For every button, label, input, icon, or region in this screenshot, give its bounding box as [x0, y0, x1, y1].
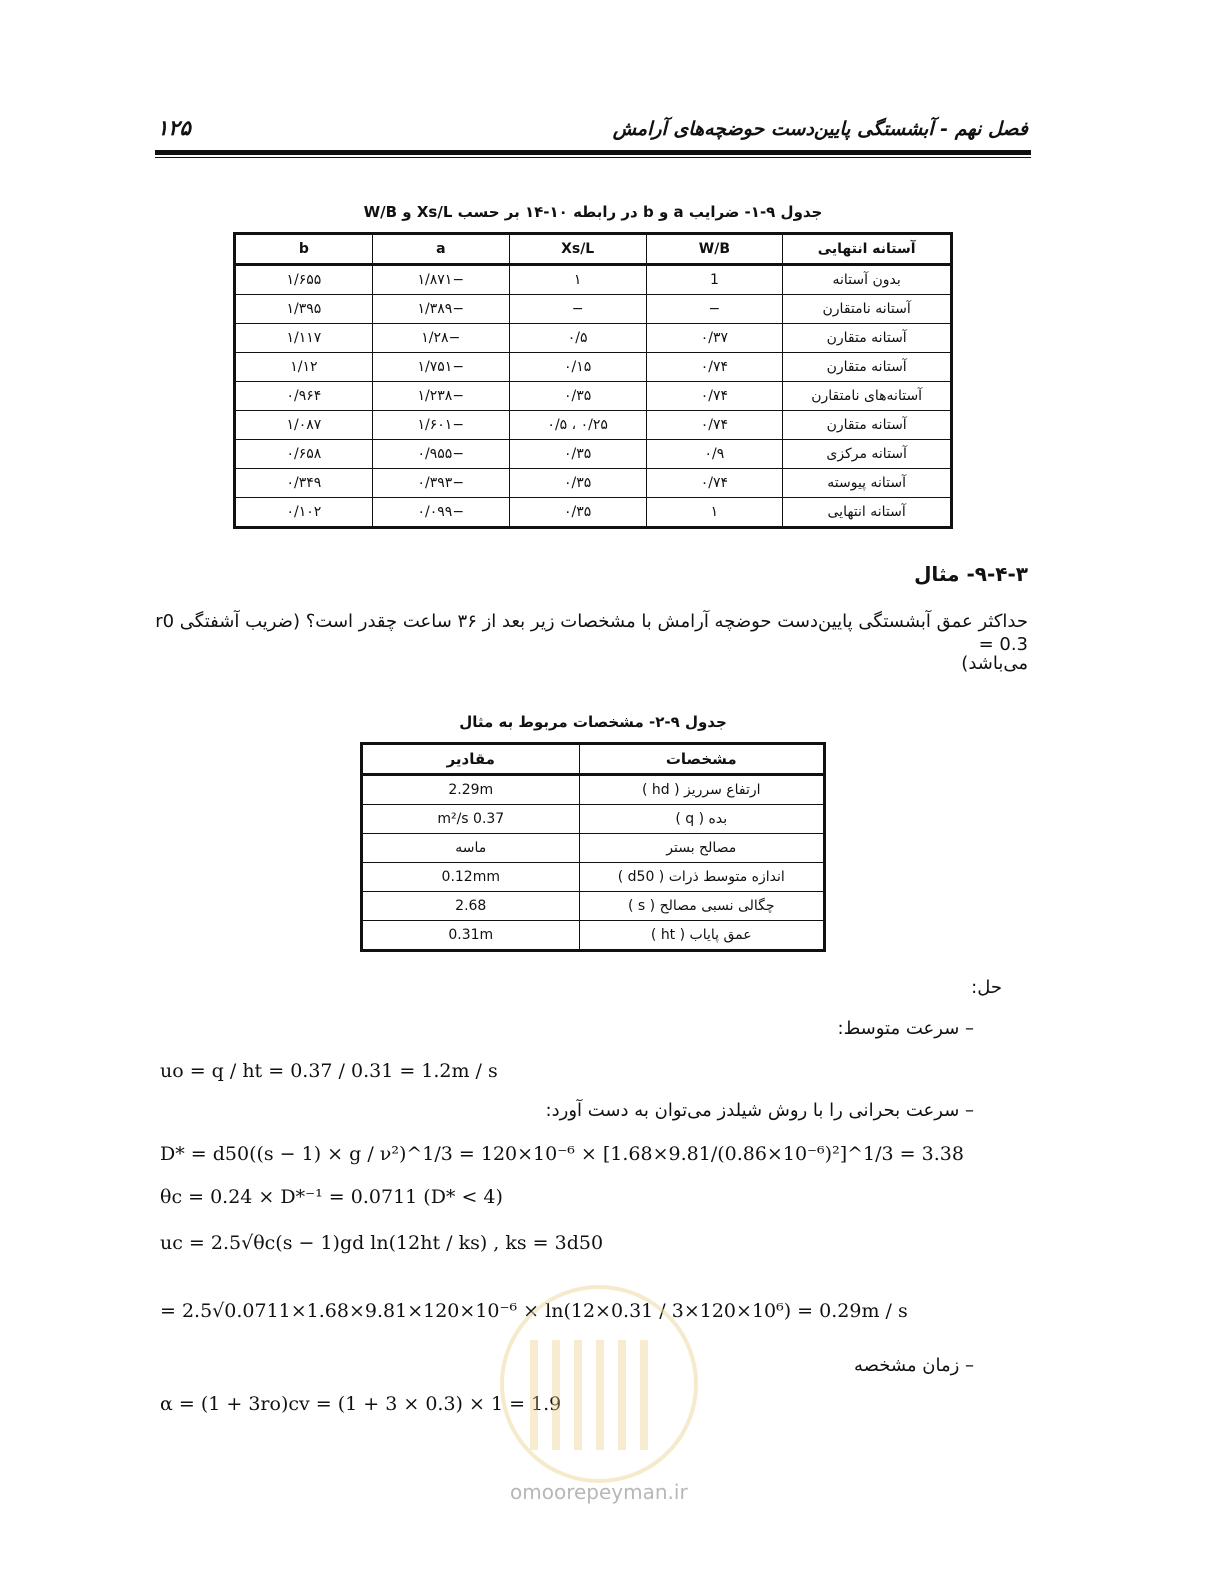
equation-uo: uo = q / ht = 0.37 / 0.31 = 1.2m / s: [160, 1060, 498, 1082]
header-rule-thin: [155, 157, 1031, 158]
table-cell: ماسه: [362, 834, 580, 863]
table1-caption: جدول ۹-۱- ضرایب a و b در رابطه ۱۰-۱۴ بر حسب Xs/L و W/B: [363, 203, 823, 221]
table-cell: ۰/۳۵: [509, 469, 646, 498]
table-cell: ۰/۳۵: [509, 498, 646, 528]
table-row: [362, 775, 825, 805]
table-cell: ۱/۶۵۵: [235, 265, 373, 295]
table-cell: ۱/۳۹۵: [235, 295, 373, 324]
table-cell: ۱/۱۱۷: [235, 324, 373, 353]
column-header: مشخصات: [579, 744, 824, 775]
equation-theta: θc = 0.24 × D*⁻¹ = 0.0711 (D* < 4): [160, 1186, 503, 1208]
table-cell: −۰/۰۹۹: [372, 498, 509, 528]
table-cell: −۱/۲۳۸: [372, 382, 509, 411]
table-cell: −۰/۹۵۵: [372, 440, 509, 469]
equation-alpha: α = (1 + 3ro)cv = (1 + 3 × 0.3) × 1 = 1.9: [160, 1393, 562, 1415]
table-cell: 2.68: [362, 892, 580, 921]
coefficients-table: [233, 232, 953, 529]
table-row: [235, 440, 952, 469]
table-row: [235, 353, 952, 382]
column-header: آستانه انتهایی: [783, 234, 952, 265]
column-header: b: [235, 234, 373, 265]
table-cell: ۰/۹: [646, 440, 783, 469]
table-cell: 0.31m: [362, 921, 580, 951]
table-cell: ۰/۳۴۹: [235, 469, 373, 498]
table-cell: ۱/۱۲: [235, 353, 373, 382]
header-rule-thick: [155, 150, 1031, 155]
table-cell: آستانه انتهایی: [783, 498, 952, 528]
table-cell: 2.29m: [362, 775, 580, 805]
page-number: ۱۲۵: [157, 116, 191, 140]
example-specs-table: [360, 742, 826, 952]
bullet-average-velocity: – سرعت متوسط:: [837, 1018, 974, 1039]
table-cell: −۱/۲۸: [372, 324, 509, 353]
table-cell: 0.12mm: [362, 863, 580, 892]
table-row: [235, 324, 952, 353]
column-header: Xs/L: [509, 234, 646, 265]
table-cell: ۱: [646, 498, 783, 528]
column-header: W/B: [646, 234, 783, 265]
table-cell: آستانه متقارن: [783, 353, 952, 382]
table-row: [235, 469, 952, 498]
table-cell: اندازه متوسط ذرات ( d50 ): [579, 863, 824, 892]
question-line-1: حداکثر عمق آبشستگی پایین‌دست حوضچه آرامش با مشخصات زیر بعد از ۳۶ ساعت چقدر است؟ (ضریب آشفتگی r0 = 0.3: [155, 611, 1028, 656]
table-cell: ۱: [509, 265, 646, 295]
table-header-row: [362, 744, 825, 775]
table-cell: ۰/۷۴: [646, 382, 783, 411]
table-cell: آستانه نامتقارن: [783, 295, 952, 324]
table-cell: ۰/۵: [509, 324, 646, 353]
table2-caption: جدول ۹-۲- مشخصات مربوط به مثال: [459, 713, 727, 731]
table-cell: −۰/۳۹۳: [372, 469, 509, 498]
table-cell: آستانه مرکزی: [783, 440, 952, 469]
table-cell: −: [509, 295, 646, 324]
table-cell: بدون آستانه: [783, 265, 952, 295]
table-cell: آستانه‌های نامتقارن: [783, 382, 952, 411]
table-cell: ۰/۹۶۴: [235, 382, 373, 411]
equation-uc-value: = 2.5√0.0711×1.68×9.81×120×10⁻⁶ × ln(12×0.31 / 3×120×10⁶) = 0.29m / s: [160, 1300, 908, 1322]
table-row: [235, 295, 952, 324]
bullet-characteristic-time: – زمان مشخصه: [853, 1355, 974, 1376]
table-cell: مصالح بستر: [579, 834, 824, 863]
table-cell: −۱/۸۷۱: [372, 265, 509, 295]
table-cell: بده ( q ): [579, 805, 824, 834]
table-row: [362, 863, 825, 892]
table-cell: ۰/۷۴: [646, 411, 783, 440]
table-cell: −۱/۷۵۱: [372, 353, 509, 382]
column-header: مقادیر: [362, 744, 580, 775]
table-cell: ۰/۱۵: [509, 353, 646, 382]
table-row: [235, 411, 952, 440]
table-cell: ۰/۱۰۲: [235, 498, 373, 528]
watermark-url: omoorepeyman.ir: [510, 1480, 688, 1504]
watermark-emblem: [530, 1340, 660, 1450]
section-heading: ۹-۴-۳- مثال: [914, 562, 1028, 586]
table-cell: −: [646, 295, 783, 324]
table-cell: 0.37 m²/s: [362, 805, 580, 834]
table-cell: ۰/۷۴: [646, 353, 783, 382]
table-cell: ۰/۳۵: [509, 382, 646, 411]
table-cell: ۱/۰۸۷: [235, 411, 373, 440]
table-cell: ۰/۷۴: [646, 469, 783, 498]
solution-label: حل:: [971, 977, 1002, 998]
table-cell: چگالی نسبی مصالح ( s ): [579, 892, 824, 921]
column-header: a: [372, 234, 509, 265]
table-cell: آستانه پیوسته: [783, 469, 952, 498]
table-cell: −۱/۳۸۹: [372, 295, 509, 324]
table-cell: ۰/۶۵۸: [235, 440, 373, 469]
equation-dstar: D* = d50((s − 1) × g / ν²)^1/3 = 120×10⁻⁶ × [1.68×9.81/(0.86×10⁻⁶)²]^1/3 = 3.38: [160, 1143, 964, 1165]
question-line-2: می‌باشد): [961, 653, 1028, 674]
table-cell: عمق پایاب ( ht ): [579, 921, 824, 951]
table-cell: ۰/۲۵ ، ۰/۵: [509, 411, 646, 440]
table-cell: ۰/۳۷: [646, 324, 783, 353]
running-header-title: فصل نهم - آبشستگی پایین‌دست حوضچه‌های آرامش: [612, 118, 1028, 140]
table-cell: آستانه متقارن: [783, 411, 952, 440]
table-row: [235, 498, 952, 528]
table-header-row: [235, 234, 952, 265]
table-row: [362, 892, 825, 921]
table-cell: ارتفاع سرریز ( hd ): [579, 775, 824, 805]
table-cell: −۱/۶۰۱: [372, 411, 509, 440]
table-row: [362, 921, 825, 951]
table-cell: ۰/۳۵: [509, 440, 646, 469]
bullet-critical-velocity: – سرعت بحرانی را با روش شیلدز می‌توان به دست آورد:: [545, 1100, 974, 1121]
table-row: [235, 265, 952, 295]
equation-uc: uc = 2.5√θc(s − 1)gd ln(12ht / ks) , ks = 3d50: [160, 1232, 604, 1254]
table-cell: 1: [646, 265, 783, 295]
table-row: [362, 834, 825, 863]
table-row: [362, 805, 825, 834]
table-cell: آستانه متقارن: [783, 324, 952, 353]
table-row: [235, 382, 952, 411]
